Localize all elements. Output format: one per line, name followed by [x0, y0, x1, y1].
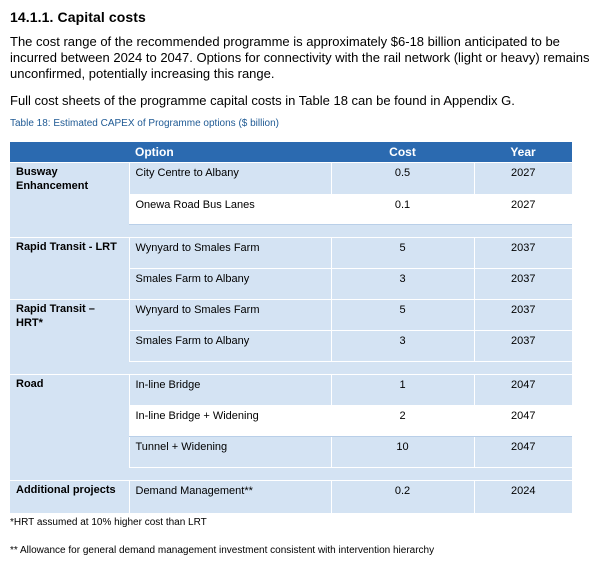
header-cost: Cost [331, 142, 474, 163]
option-cell: In-line Bridge + Widening [129, 406, 331, 437]
year-cell: 2037 [474, 331, 572, 362]
footnote-demand-management: ** Allowance for general demand management investment consistent with intervention hierarchy [10, 545, 435, 556]
cost-cell: 5 [331, 300, 474, 331]
paragraph-cost-sheets-reference: Full cost sheets of the programme capital costs in Table 18 can be found in Appendix G. [10, 93, 515, 108]
option-cell: Smales Farm to Albany [129, 331, 331, 362]
header-category [10, 142, 129, 163]
year-cell: 2047 [474, 406, 572, 437]
table-row [10, 375, 572, 406]
cost-cell: 0.1 [331, 195, 474, 225]
year-cell: 2037 [474, 269, 572, 300]
year-cell: 2047 [474, 437, 572, 468]
cost-cell: 0.2 [331, 481, 474, 514]
cost-cell: 10 [331, 437, 474, 468]
category-busway-enhancement: Busway Enhancement [10, 163, 129, 238]
cost-cell: 1 [331, 375, 474, 406]
cost-cell: 3 [331, 269, 474, 300]
cost-cell: 2 [331, 406, 474, 437]
cost-cell: 5 [331, 238, 474, 269]
cost-cell: 0.5 [331, 163, 474, 195]
category-road: Road [10, 375, 129, 481]
paragraph-capital-cost-range: The cost range of the recommended programme is approximately $6-18 billion anticipated to be incurred between 2024 to 2047. Options for connectivity with the rail network (light or heavy) remains unconfirmed, potentially increasing this range. [10, 34, 590, 81]
header-option: Option [129, 142, 331, 163]
spacer-cell [129, 225, 572, 238]
year-cell: 2047 [474, 375, 572, 406]
table-row [10, 163, 572, 195]
header-year: Year [474, 142, 572, 163]
spacer-cell [129, 362, 572, 375]
footnote-hrt: *HRT assumed at 10% higher cost than LRT [10, 517, 207, 528]
table-row [10, 481, 572, 514]
year-cell: 2027 [474, 163, 572, 195]
category-rapid-transit-hrt: Rapid Transit – HRT* [10, 300, 129, 375]
category-rapid-transit-lrt: Rapid Transit - LRT [10, 238, 129, 300]
capex-table [10, 142, 572, 514]
option-cell: City Centre to Albany [129, 163, 331, 195]
section-heading: 14.1.1. Capital costs [10, 9, 146, 25]
year-cell: 2037 [474, 300, 572, 331]
option-cell: Wynyard to Smales Farm [129, 300, 331, 331]
option-cell: Wynyard to Smales Farm [129, 238, 331, 269]
category-additional-projects: Additional projects [10, 481, 129, 514]
year-cell: 2037 [474, 238, 572, 269]
table-row [10, 300, 572, 331]
option-cell: Tunnel + Widening [129, 437, 331, 468]
table-caption: Table 18: Estimated CAPEX of Programme options ($ billion) [10, 118, 280, 129]
table-row [10, 238, 572, 269]
option-cell: Onewa Road Bus Lanes [129, 195, 331, 225]
option-cell: In-line Bridge [129, 375, 331, 406]
spacer-cell [129, 468, 572, 481]
year-cell: 2024 [474, 481, 572, 514]
cost-cell: 3 [331, 331, 474, 362]
option-cell: Smales Farm to Albany [129, 269, 331, 300]
option-cell: Demand Management** [129, 481, 331, 514]
table-header-row [10, 142, 572, 163]
year-cell: 2027 [474, 195, 572, 225]
